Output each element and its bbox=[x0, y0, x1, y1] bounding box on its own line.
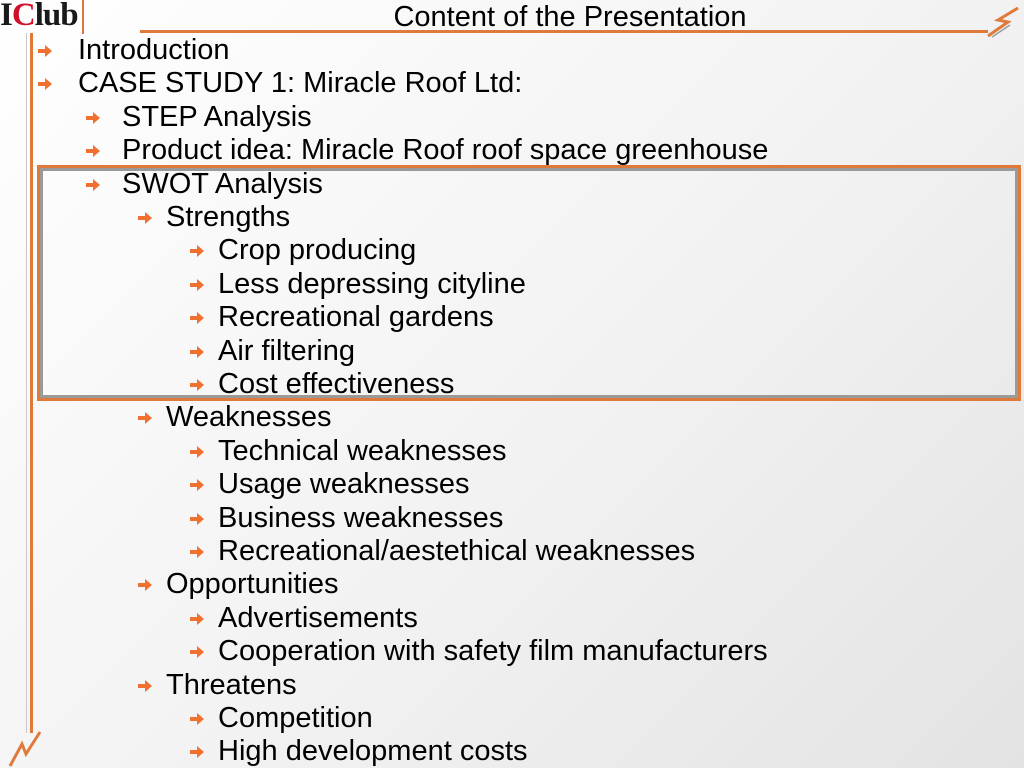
outline-item-level-4 bbox=[218, 267, 526, 301]
arrow-right-icon bbox=[190, 379, 204, 391]
left-frame-line-inner bbox=[26, 33, 27, 733]
outline-item-label: Recreational gardens bbox=[218, 301, 494, 333]
arrow-right-icon bbox=[190, 479, 204, 491]
outline-item-level-4 bbox=[218, 300, 494, 334]
lightning-bolt-icon bbox=[6, 730, 46, 768]
outline-item-label: Competition bbox=[218, 702, 373, 734]
outline-item-label: Advertisements bbox=[218, 602, 418, 634]
outline-item-level-4 bbox=[218, 501, 503, 535]
outline-item-label: Business weaknesses bbox=[218, 502, 504, 534]
outline-item-level-4 bbox=[218, 734, 528, 768]
outline-item-label: Weaknesses bbox=[166, 401, 332, 433]
outline-item-level-4 bbox=[218, 534, 695, 568]
outline-item-label: STEP Analysis bbox=[122, 101, 312, 133]
outline-item-level-4 bbox=[218, 367, 454, 401]
outline-item-label: Less depressing cityline bbox=[218, 268, 526, 300]
arrow-right-icon bbox=[86, 145, 100, 157]
outline-item-label: Cost effectiveness bbox=[218, 368, 455, 400]
arrow-right-icon bbox=[138, 412, 152, 424]
outline-item-label: Introduction bbox=[78, 34, 230, 66]
arrow-right-icon bbox=[138, 212, 152, 224]
outline-item-level-1 bbox=[78, 33, 230, 67]
arrow-right-icon bbox=[86, 179, 100, 191]
arrow-right-icon bbox=[190, 312, 204, 324]
outline-item-level-4 bbox=[218, 601, 418, 635]
arrow-right-icon bbox=[38, 45, 52, 57]
outline-item-level-3 bbox=[166, 668, 297, 702]
outline-item-label: High development costs bbox=[218, 735, 528, 767]
outline-item-label: Recreational/aestethical weaknesses bbox=[218, 535, 696, 567]
outline-item-label: Air filtering bbox=[218, 335, 355, 367]
arrow-right-icon bbox=[190, 713, 204, 725]
outline-item-label: SWOT Analysis bbox=[122, 168, 323, 200]
outline-item-label: Technical weaknesses bbox=[218, 435, 507, 467]
outline-item-level-2 bbox=[122, 133, 768, 167]
arrow-right-icon bbox=[38, 78, 52, 90]
outline-item-label: Usage weaknesses bbox=[218, 468, 470, 500]
outline-item-level-3 bbox=[166, 400, 332, 434]
slide-title: Content of the Presentation bbox=[393, 1, 747, 33]
outline-item-label: Crop producing bbox=[218, 234, 417, 266]
outline-item-level-4 bbox=[218, 467, 469, 501]
outline-item-level-4 bbox=[218, 701, 373, 735]
outline-item-level-3 bbox=[166, 200, 290, 234]
arrow-right-icon bbox=[190, 546, 204, 558]
outline-item-level-4 bbox=[218, 434, 507, 468]
outline-item-label: Threatens bbox=[166, 669, 297, 701]
iclub-logo bbox=[0, 0, 84, 34]
outline-item-label: Product idea: Miracle Roof roof space greenhouse bbox=[122, 134, 769, 166]
logo-part-1: I bbox=[0, 0, 12, 33]
left-frame-line bbox=[30, 33, 33, 733]
outline-item-level-2 bbox=[122, 167, 323, 201]
outline-item-level-3 bbox=[166, 567, 339, 601]
lightning-bolt-icon bbox=[986, 6, 1020, 38]
outline-item-label: Opportunities bbox=[166, 568, 339, 600]
arrow-right-icon bbox=[190, 245, 204, 257]
arrow-right-icon bbox=[138, 579, 152, 591]
logo-part-2: C bbox=[11, 0, 35, 33]
arrow-right-icon bbox=[190, 646, 204, 658]
outline-item-level-4 bbox=[218, 634, 768, 668]
outline-item-level-4 bbox=[218, 334, 355, 368]
arrow-right-icon bbox=[190, 446, 204, 458]
outline-item-label: CASE STUDY 1: Miracle Roof Ltd: bbox=[78, 67, 523, 99]
arrow-right-icon bbox=[190, 746, 204, 758]
arrow-right-icon bbox=[86, 112, 100, 124]
arrow-right-icon bbox=[190, 346, 204, 358]
outline-item-level-1 bbox=[78, 66, 522, 100]
arrow-right-icon bbox=[190, 513, 204, 525]
arrow-right-icon bbox=[190, 279, 204, 291]
arrow-right-icon bbox=[138, 680, 152, 692]
logo-part-3: lub bbox=[34, 0, 78, 33]
outline-item-label: Cooperation with safety film manufacturers bbox=[218, 635, 768, 667]
outline-item-level-4 bbox=[218, 233, 416, 267]
outline-item-label: Strengths bbox=[166, 201, 291, 233]
outline-item-level-2 bbox=[122, 100, 312, 134]
arrow-right-icon bbox=[190, 613, 204, 625]
